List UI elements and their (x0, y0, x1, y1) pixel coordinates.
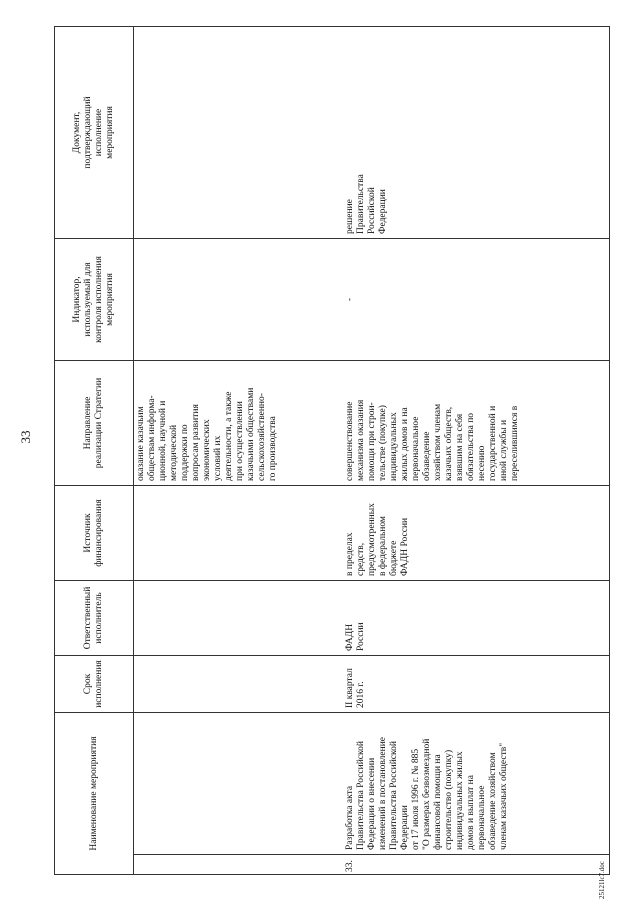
cell-responsible: ФАДН России (343, 581, 610, 656)
cell-strategy-direction: оказание казачьим обществам информа- ционной, научной и методической поддержки по вопросам развития экономических условий их деятельности, а также при осуществлении казачьими обществами сельскохозяйственно- го производства (134, 361, 344, 486)
cell-indicator (134, 239, 344, 361)
cell-confirming-document: решение Правительства Российской Федерации (343, 27, 610, 239)
page-number: 33 (18, 430, 33, 444)
cell-financing (134, 486, 344, 581)
header-activity-name: Наименование мероприятия (55, 713, 134, 875)
header-strategy-direction: Направление реализации Стратегии (55, 361, 134, 486)
header-indicator: Индикатор, используемый для контроля исполнения мероприятия (55, 239, 134, 361)
header-financing: Источник финансирования (55, 486, 134, 581)
activities-table (54, 26, 610, 875)
cell-deadline (134, 656, 344, 713)
header-deadline: Срок исполнения (55, 656, 134, 713)
document-code: 25121lc7.doc (598, 861, 606, 899)
cell-deadline: II квартал 2016 г. (343, 656, 610, 713)
cell-financing: в пределах средств, предусмотренных в федеральном бюджете ФАДН России (343, 486, 610, 581)
cell-responsible (134, 581, 344, 656)
table-header-row (55, 27, 134, 875)
table-row-33 (343, 27, 610, 875)
cell-activity-name: Разработка акта Правительства Российской Федерации о внесении изменений в постановление Правительства Российской Федерации от 17 июля 1996 г. № 885 "О размерах безвозмездной финансовой помощи на строительство (покупку) индивидуальных жилых домов и выплат на первоначальное обзаведение хозяйством членам казачьих обществ" (343, 713, 610, 855)
cell-activity-name (134, 713, 344, 855)
header-confirming-document: Документ, подтверждающий исполнение мероприятия (55, 27, 134, 239)
header-responsible: Ответственный исполнитель (55, 581, 134, 656)
cell-confirming-document (134, 27, 344, 239)
cell-strategy-direction: совершенствование механизма оказания помощи при строи- тельстве (покупке) индивидуальных жилых домов и на первоначальное обзаведение хозяйством членам казачьих обществ, взявшим на себя обязательства по несению государственной и иной службы и переселившимся в (343, 361, 610, 486)
cell-number: 33. (343, 855, 610, 875)
table-row-continuation (134, 27, 344, 875)
cell-number (134, 855, 344, 875)
cell-indicator: - (343, 239, 610, 361)
